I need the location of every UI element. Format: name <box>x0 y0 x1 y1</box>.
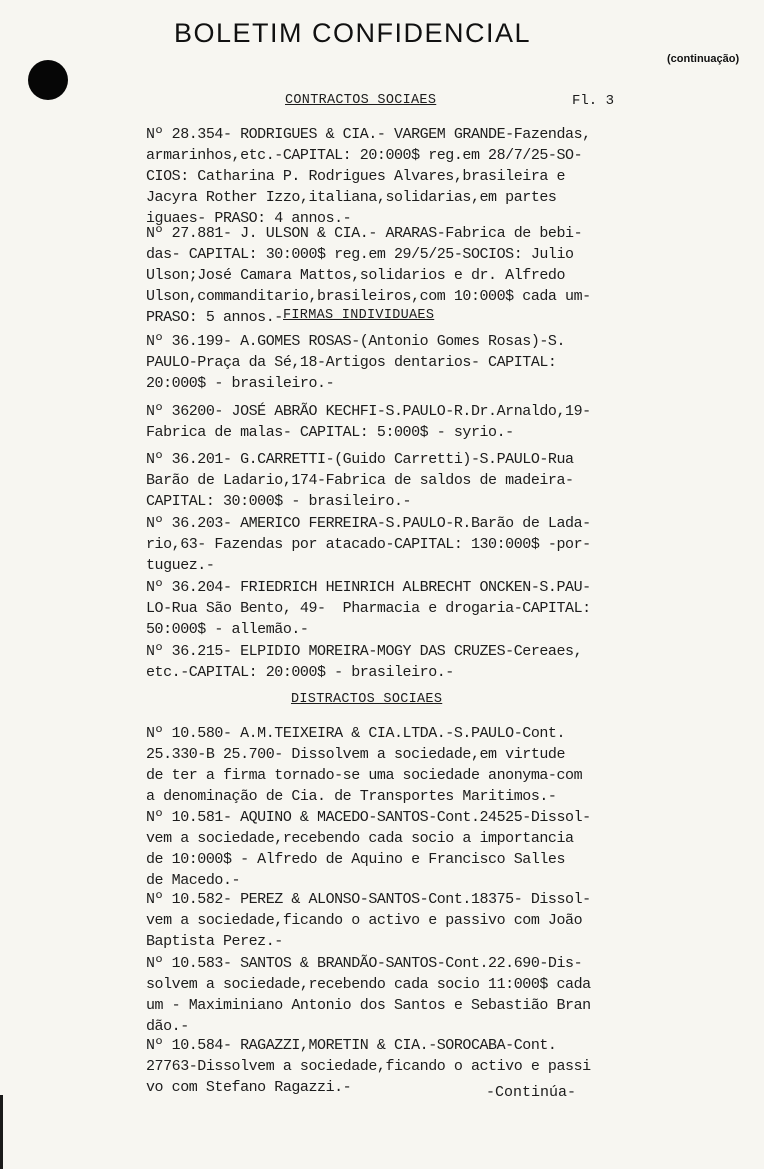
entry-line: dão.- <box>146 1018 189 1035</box>
entry-distracto-10582 <box>146 889 746 952</box>
entry-contracto-28354 <box>146 124 746 229</box>
entry-line: PRASO: 5 annos.- <box>146 309 283 326</box>
punch-hole-mark <box>28 60 68 100</box>
entry-line: Nº 36200- JOSÉ ABRÃO KECHFI-S.PAULO-R.Dr.Arnaldo,19- <box>146 403 591 420</box>
entry-firma-36200 <box>146 401 746 443</box>
section-heading-distractos: DISTRACTOS SOCIAES <box>291 692 443 707</box>
entry-line: Ulson,commanditario,brasileiros,com 10:000$ cada um- <box>146 288 591 305</box>
continuation-label: (continuação) <box>667 53 740 65</box>
entry-line: PAULO-Praça da Sé,18-Artigos dentarios- CAPITAL: <box>146 354 557 371</box>
entry-line: etc.-CAPITAL: 20:000$ - brasileiro.- <box>146 664 454 681</box>
entry-firma-36204 <box>146 577 746 640</box>
entry-line: Nº 10.584- RAGAZZI,MORETIN & CIA.-SOROCABA-Cont. <box>146 1037 557 1054</box>
entry-line: vem a sociedade,recebendo cada socio a importancia <box>146 830 574 847</box>
entry-line: vo com Stefano Ragazzi.- <box>146 1079 352 1096</box>
page-edge-mark <box>0 1095 3 1169</box>
entry-line: Nº 36.201- G.CARRETTI-(Guido Carretti)-S.PAULO-Rua <box>146 451 574 468</box>
entry-line: de Macedo.- <box>146 872 241 889</box>
entry-line: 25.330-B 25.700- Dissolvem a sociedade,em virtude <box>146 746 566 763</box>
entry-line: um - Maximiniano Antonio dos Santos e Sebastião Bran <box>146 997 591 1014</box>
entry-distracto-10583 <box>146 953 746 1037</box>
entry-firma-36215 <box>146 641 746 683</box>
entry-line: Nº 10.580- A.M.TEIXEIRA & CIA.LTDA.-S.PAULO-Cont. <box>146 725 566 742</box>
section-heading-firmas: FIRMAS INDIVIDUAES <box>283 308 435 323</box>
entry-line: CIOS: Catharina P. Rodrigues Alvares,brasileira e <box>146 168 566 185</box>
entry-contracto-27881 <box>146 223 746 328</box>
entry-line: Nº 27.881- J. ULSON & CIA.- ARARAS-Fabrica de bebi- <box>146 225 583 242</box>
continues-note: -Continúa- <box>486 1084 577 1101</box>
entry-line: Ulson;José Camara Mattos,solidarios e dr. Alfredo <box>146 267 566 284</box>
entry-line: Barão de Ladario,174-Fabrica de saldos de madeira- <box>146 472 574 489</box>
entry-firma-36201 <box>146 449 746 512</box>
entry-line: armarinhos,etc.-CAPITAL: 20:000$ reg.em 28/7/25-SO- <box>146 147 583 164</box>
entry-line: Jacyra Rother Izzo,italiana,solidarias,em partes <box>146 189 557 206</box>
entry-line: a denominação de Cia. de Transportes Maritimos.- <box>146 788 557 805</box>
entry-firma-36199 <box>146 331 746 394</box>
entry-line: solvem a sociedade,recebendo cada socio 11:000$ cada <box>146 976 591 993</box>
entry-distracto-10580 <box>146 723 746 807</box>
entry-line: das- CAPITAL: 30:000$ reg.em 29/5/25-SOCIOS: Julio <box>146 246 574 263</box>
entry-line: Nº 36.215- ELPIDIO MOREIRA-MOGY DAS CRUZES-Cereaes, <box>146 643 583 660</box>
entry-line: Nº 10.582- PEREZ & ALONSO-SANTOS-Cont.18375- Dissol- <box>146 891 591 908</box>
entry-line: CAPITAL: 30:000$ - brasileiro.- <box>146 493 412 510</box>
entry-distracto-10584 <box>146 1035 746 1098</box>
entry-distracto-10581 <box>146 807 746 891</box>
folio-number: Fl. 3 <box>572 93 615 109</box>
entry-firma-36203 <box>146 513 746 576</box>
entry-line: tuguez.- <box>146 557 215 574</box>
entry-line: 20:000$ - brasileiro.- <box>146 375 335 392</box>
entry-line: Nº 36.199- A.GOMES ROSAS-(Antonio Gomes Rosas)-S. <box>146 333 566 350</box>
entry-line: Nº 36.203- AMERICO FERREIRA-S.PAULO-R.Barão de Lada- <box>146 515 591 532</box>
entry-line: iguaes- PRASO: 4 annos.- <box>146 210 352 227</box>
entry-line: Fabrica de malas- CAPITAL: 5:000$ - syrio.- <box>146 424 514 441</box>
section-heading-contractos: CONTRACTOS SOCIAES <box>285 93 437 108</box>
entry-line: LO-Rua São Bento, 49- Pharmacia e drogaria-CAPITAL: <box>146 600 591 617</box>
entry-line: rio,63- Fazendas por atacado-CAPITAL: 130:000$ -por- <box>146 536 591 553</box>
entry-line: de 10:000$ - Alfredo de Aquino e Francisco Salles <box>146 851 566 868</box>
entry-line: vem a sociedade,ficando o activo e passivo com João <box>146 912 583 929</box>
entry-line: Nº 10.583- SANTOS & BRANDÃO-SANTOS-Cont.22.690-Dis- <box>146 955 583 972</box>
bulletin-title: BOLETIM CONFIDENCIAL <box>174 18 532 48</box>
entry-line: Nº 10.581- AQUINO & MACEDO-SANTOS-Cont.24525-Dissol- <box>146 809 591 826</box>
entry-line: de ter a firma tornado-se uma sociedade anonyma-com <box>146 767 583 784</box>
entry-line: Nº 36.204- FRIEDRICH HEINRICH ALBRECHT ONCKEN-S.PAU- <box>146 579 591 596</box>
entry-line: 27763-Dissolvem a sociedade,ficando o activo e passi <box>146 1058 591 1075</box>
entry-line: Baptista Perez.- <box>146 933 283 950</box>
entry-line: 50:000$ - allemão.- <box>146 621 309 638</box>
entry-line: Nº 28.354- RODRIGUES & CIA.- VARGEM GRANDE-Fazendas, <box>146 126 591 143</box>
